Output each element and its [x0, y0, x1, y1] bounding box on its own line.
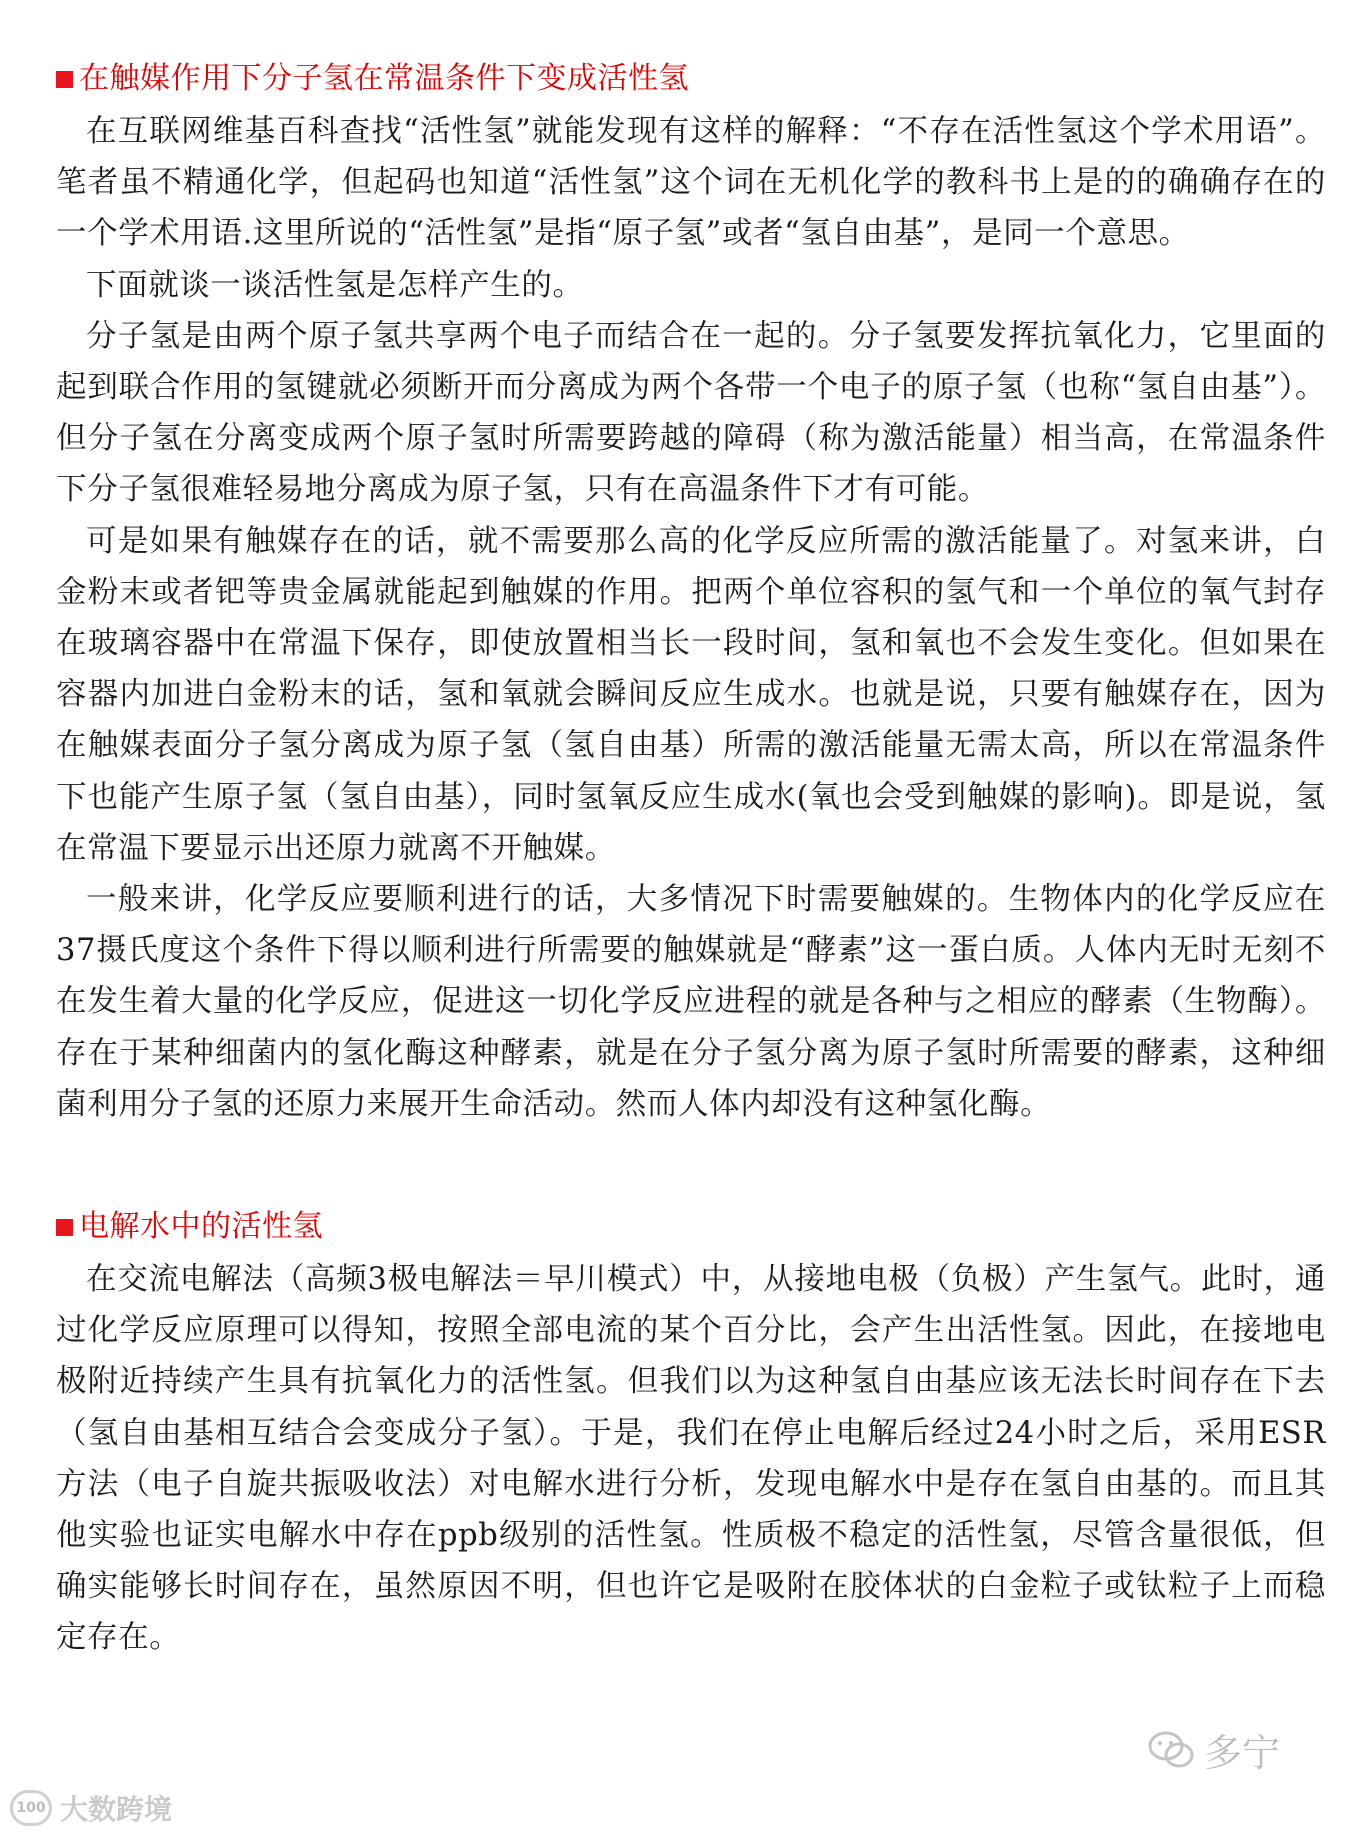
red-square-bullet-icon — [56, 71, 73, 88]
red-square-bullet-icon — [56, 1219, 73, 1236]
section-heading-text: 在触媒作用下分子氢在常温条件下变成活性氢 — [79, 61, 689, 96]
watermark-right-text: 多宁 — [1204, 1731, 1281, 1775]
paragraph: 在互联网维基百科查找“活性氢”就能发现有这样的解释：“不存在活性氢这个学术用语”。笔者虽不精通化学，但起码也知道“活性氢”这个词在无机化学的教科书上是的的确确存在的一个学术用语.这里所说的“活性氢”是指“原子氢”或者“氢自由基”，是同一个意思。 — [56, 114, 1326, 252]
wechat-icon — [1148, 1730, 1194, 1770]
site-watermark — [10, 1788, 172, 1828]
section-heading — [56, 1200, 1326, 1254]
section-heading-text: 电解水中的活性氢 — [79, 1209, 323, 1245]
section-electrolyzed-water — [56, 1200, 1326, 1664]
section-heading — [56, 52, 1326, 106]
document-page — [56, 52, 1326, 1664]
section-catalyst — [56, 52, 1326, 1130]
paragraph: 下面就谈一谈活性氢是怎样产生的。 — [86, 267, 584, 303]
paragraph: 在交流电解法（高频3极电解法＝早川模式）中，从接地电极（负极）产生氢气。此时，通过化学反应原理可以得知，按照全部电流的某个百分比，会产生出活性氢。因此，在接地电极附近持续产生具有抗氧化力的活性氢。但我们以为这种氢自由基应该无法长时间存在下去（氢自由基相互结合会变成分子氢）。于是，我们在停止电解后经过24小时之后，采用ESR方法（电子自旋共振吸收法）对电解水进行分析，发现电解水中是存在氢自由基的。而且其他实验也证实电解水中存在ppb级别的活性氢。性质极不稳定的活性氢，尽管含量很低，但确实能够长时间存在，虽然原因不明，但也许它是吸附在胶体状的白金粒子或钛粒子上而稳定存在。 — [56, 1262, 1326, 1656]
wechat-watermark — [1148, 1722, 1280, 1777]
paragraph: 分子氢是由两个原子氢共享两个电子而结合在一起的。分子氢要发挥抗氧化力，它里面的起到联合作用的氢键就必须断开而分离成为两个各带一个电子的原子氢（也称“氢自由基”）。但分子氢在分离变成两个原子氢时所需要跨越的障碍（称为激活能量）相当高，在常温条件下分子氢很难轻易地分离成为原子氢，只有在高温条件下才有可能。 — [56, 318, 1326, 508]
paragraph: 可是如果有触媒存在的话，就不需要那么高的化学反应所需的激活能量了。对氢来讲，白金粉末或者钯等贵金属就能起到触媒的作用。把两个单位容积的氢气和一个单位的氧气封存在玻璃容器中在常温下保存，即使放置相当长一段时间，氢和氧也不会发生变化。但如果在容器内加进白金粉末的话，氢和氧就会瞬间反应生成水。也就是说，只要有触媒存在，因为在触媒表面分子氢分离成为原子氢（氢自由基）所需的激活能量无需太高，所以在常温条件下也能产生原子氢（氢自由基），同时氢氧反应生成水(氧也会受到触媒的影响)。即是说，氢在常温下要显示出还原力就离不开触媒。 — [56, 523, 1326, 866]
site-logo-icon: 100 — [10, 1790, 52, 1826]
watermark-left-text: 大数跨境 — [60, 1793, 173, 1826]
paragraph: 一般来讲，化学反应要顺利进行的话，大多情况下时需要触媒的。生物体内的化学反应在37摄氏度这个条件下得以顺利进行所需要的触媒就是“酵素”这一蛋白质。人体内无时无刻不在发生着大量的化学反应，促进这一切化学反应进程的就是各种与之相应的酵素（生物酶）。存在于某种细菌内的氢化酶这种酵素，就是在分子氢分离为原子氢时所需要的酵素，这种细菌利用分子氢的还原力来展开生命活动。然而人体内却没有这种氢化酶。 — [56, 882, 1326, 1122]
